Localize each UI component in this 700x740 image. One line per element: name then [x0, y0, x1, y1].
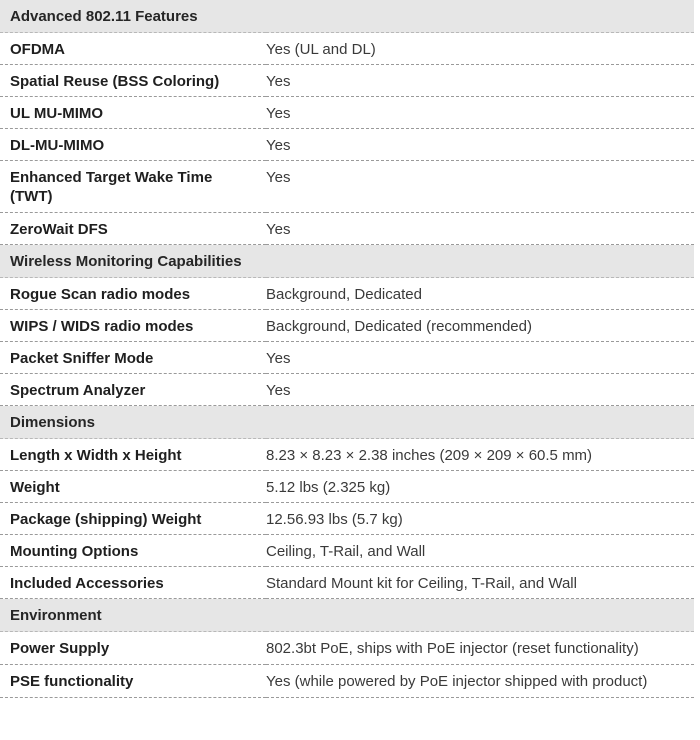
spec-label: UL MU-MIMO: [0, 97, 266, 129]
table-row: [0, 161, 694, 213]
section-title: Environment: [0, 599, 694, 632]
table-row: [0, 374, 694, 406]
table-row: [0, 665, 694, 698]
table-row: [0, 632, 694, 665]
spec-label: Spectrum Analyzer: [0, 374, 266, 406]
spec-value: Yes: [266, 342, 694, 374]
table-row: [0, 97, 694, 129]
spec-value: 12.56.93 lbs (5.7 kg): [266, 503, 694, 535]
spec-value: Ceiling, T-Rail, and Wall: [266, 535, 694, 567]
section-title: Dimensions: [0, 406, 694, 439]
spec-value: 8.23 × 8.23 × 2.38 inches (209 × 209 × 60.5 mm): [266, 439, 694, 471]
section-header-environment: [0, 599, 694, 632]
section-header-advanced-features: [0, 0, 694, 33]
table-row: [0, 65, 694, 97]
table-row: [0, 278, 694, 310]
spec-label: Length x Width x Height: [0, 439, 266, 471]
section-title: Advanced 802.11 Features: [0, 0, 694, 33]
section-header-dimensions: [0, 406, 694, 439]
spec-value: Yes: [266, 213, 694, 245]
table-row: [0, 213, 694, 245]
spec-label: DL-MU-MIMO: [0, 129, 266, 161]
table-row: [0, 439, 694, 471]
spec-label: Package (shipping) Weight: [0, 503, 266, 535]
spec-label: Spatial Reuse (BSS Coloring): [0, 65, 266, 97]
section-title-spacer: [266, 245, 694, 278]
table-row: [0, 310, 694, 342]
spec-value: Background, Dedicated: [266, 278, 694, 310]
spec-value: Yes: [266, 129, 694, 161]
table-row: [0, 567, 694, 599]
section-header-wireless-monitoring: [0, 245, 694, 278]
table-row: [0, 535, 694, 567]
spec-label: ZeroWait DFS: [0, 213, 266, 245]
spec-value: Yes: [266, 161, 694, 213]
section-title: Wireless Monitoring Capabilities: [0, 245, 266, 278]
table-row: [0, 129, 694, 161]
spec-value: Yes: [266, 97, 694, 129]
spec-value: Standard Mount kit for Ceiling, T-Rail, and Wall: [266, 567, 694, 599]
spec-label: Power Supply: [0, 632, 266, 665]
table-row: [0, 33, 694, 65]
spec-label: Packet Sniffer Mode: [0, 342, 266, 374]
table-row: [0, 503, 694, 535]
table-row: [0, 342, 694, 374]
spec-label: PSE functionality: [0, 665, 266, 698]
spec-value: 5.12 lbs (2.325 kg): [266, 471, 694, 503]
spec-value: Background, Dedicated (recommended): [266, 310, 694, 342]
spec-value: 802.3bt PoE, ships with PoE injector (reset functionality): [266, 632, 694, 665]
spec-value: Yes: [266, 65, 694, 97]
spec-label: Enhanced Target Wake Time (TWT): [0, 161, 266, 213]
spec-label: Weight: [0, 471, 266, 503]
spec-label: Included Accessories: [0, 567, 266, 599]
spec-value: Yes (UL and DL): [266, 33, 694, 65]
spec-label: OFDMA: [0, 33, 266, 65]
spec-value: Yes: [266, 374, 694, 406]
spec-label: Rogue Scan radio modes: [0, 278, 266, 310]
spec-label: WIPS / WIDS radio modes: [0, 310, 266, 342]
spec-value: Yes (while powered by PoE injector shipped with product): [266, 665, 694, 698]
table-row: [0, 471, 694, 503]
spec-label: Mounting Options: [0, 535, 266, 567]
